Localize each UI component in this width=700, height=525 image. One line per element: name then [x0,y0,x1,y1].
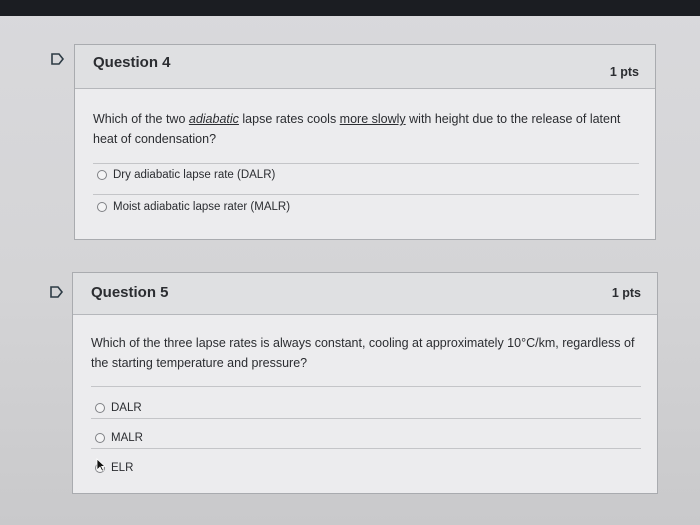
answer-option[interactable] [97,169,275,181]
mouse-pointer-icon [96,458,106,472]
radio-button[interactable] [97,170,107,180]
answer-option[interactable] [95,432,143,444]
answer-option-label: MALR [111,432,143,444]
question-points: 1 pts [611,286,641,300]
divider [93,194,639,195]
question-header [73,273,657,315]
question-title: Question 5 [91,284,169,301]
flag-icon[interactable] [51,53,65,65]
question-header [75,45,655,89]
divider [91,418,641,419]
question-title: Question 4 [93,54,171,71]
question-points: 1 pts [609,65,639,79]
radio-button[interactable] [97,202,107,212]
divider [91,448,641,449]
answer-option[interactable] [95,402,142,414]
question-text: Which of the two adiabatic lapse rates cools more slowly with height due to the release of latent heat of condensation? [93,112,621,146]
top-bar [0,0,700,16]
divider [91,386,641,387]
answer-option[interactable] [97,201,290,213]
answer-option-label: Moist adiabatic lapse rater (MALR) [113,201,291,213]
flag-icon[interactable] [50,286,64,298]
radio-button[interactable] [95,433,105,443]
answer-option-label: DALR [111,402,142,414]
answer-option-label: ELR [111,462,134,474]
divider [93,163,639,164]
radio-button[interactable] [95,403,105,413]
question-card-4 [74,44,656,240]
question-text: Which of the three lapse rates is always constant, cooling at approximately 10°C/km, regardless of the starting temperature and pressure? [91,336,635,370]
answer-option-label: Dry adiabatic lapse rate (DALR) [113,169,276,181]
question-card-5 [72,272,658,494]
